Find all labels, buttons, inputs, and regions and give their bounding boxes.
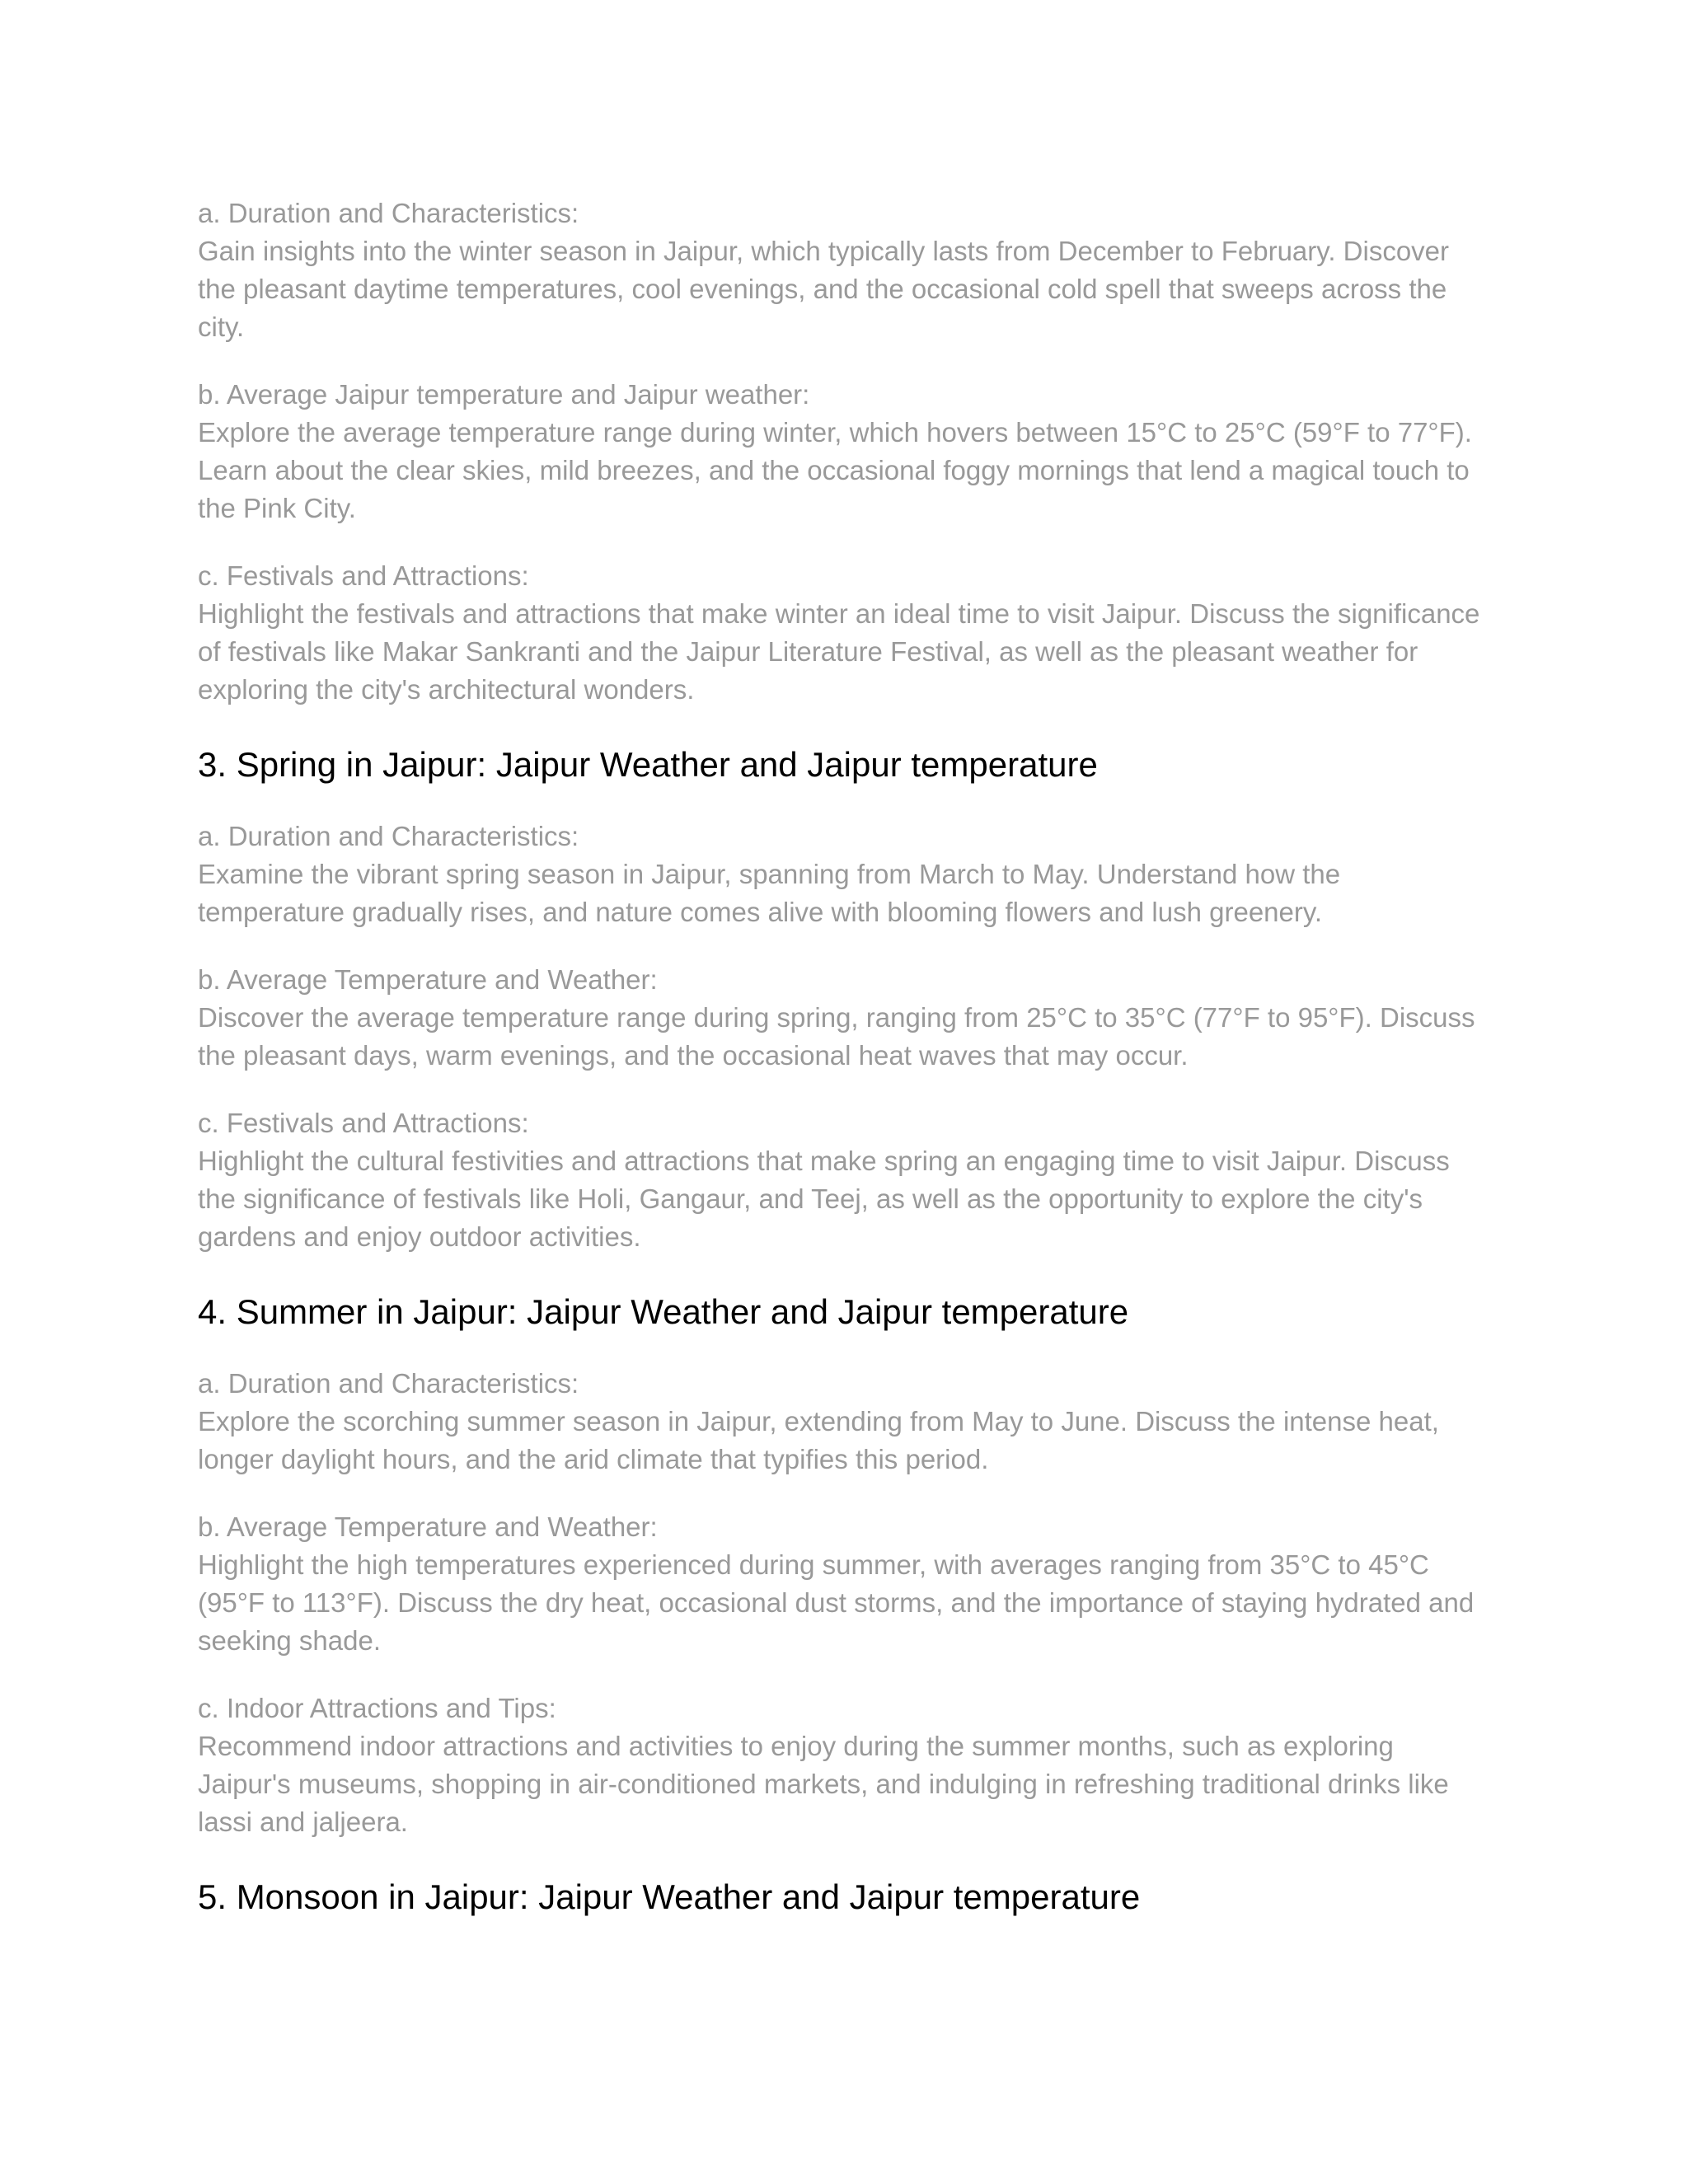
summer-section	[198, 1289, 1484, 1841]
winter-temperature-paragraph	[198, 376, 1484, 527]
spring-festivals-text: Highlight the cultural festivities and attractions that make spring an engaging time to visit Jaipur. Discuss the significance of festivals like Holi, Gangaur, and Teej, as well as the opportunity to explore the city's gardens and enjoy outdoor activities.	[198, 1146, 1450, 1252]
document-page	[198, 194, 1484, 1950]
winter-temperature-text: Explore the average temperature range during winter, which hovers between 15°C to 25°C (59°F to 77°F). Learn about the clear skies, mild breezes, and the occasional foggy mornings that lend a magical touch to the Pink City.	[198, 417, 1472, 523]
winter-festivals-paragraph	[198, 557, 1484, 709]
monsoon-section	[198, 1874, 1484, 1920]
summer-duration-paragraph	[198, 1365, 1484, 1479]
spring-duration-text: Examine the vibrant spring season in Jaipur, spanning from March to May. Understand how the temperature gradually rises, and nature comes alive with blooming flowers and lush greenery.	[198, 859, 1341, 927]
spring-duration-paragraph	[198, 818, 1484, 931]
winter-temperature-label: b. Average Jaipur temperature and Jaipur weather:	[198, 379, 810, 410]
summer-heading: 4. Summer in Jaipur: Jaipur Weather and Jaipur temperature	[198, 1292, 1129, 1331]
winter-festivals-text: Highlight the festivals and attractions that make winter an ideal time to visit Jaipur. Discuss the significance of festivals like Makar Sankranti and the Jaipur Literature Festival, as well as the pleasant weather for exploring the city's architectural wonders.	[198, 598, 1480, 705]
summer-duration-label: a. Duration and Characteristics:	[198, 1368, 579, 1399]
spring-temperature-label: b. Average Temperature and Weather:	[198, 964, 658, 995]
monsoon-heading: 5. Monsoon in Jaipur: Jaipur Weather and Jaipur temperature	[198, 1877, 1141, 1916]
spring-temperature-paragraph	[198, 961, 1484, 1075]
spring-heading: 3. Spring in Jaipur: Jaipur Weather and Jaipur temperature	[198, 745, 1098, 784]
summer-indoor-text: Recommend indoor attractions and activities to enjoy during the summer months, such as exploring Jaipur's museums, shopping in air-conditioned markets, and indulging in refreshing traditional drinks like lassi and jaljeera.	[198, 1731, 1449, 1837]
spring-section	[198, 742, 1484, 1256]
winter-duration-paragraph	[198, 194, 1484, 346]
winter-duration-text: Gain insights into the winter season in Jaipur, which typically lasts from December to February. Discover the pleasant daytime temperatures, cool evenings, and the occasional cold spell that sweeps across the city.	[198, 236, 1450, 342]
summer-temperature-text: Highlight the high temperatures experienced during summer, with averages ranging from 35°C to 45°C (95°F to 113°F). Discuss the dry heat, occasional dust storms, and the importance of staying hydrated and seeking shade.	[198, 1549, 1475, 1656]
spring-temperature-text: Discover the average temperature range during spring, ranging from 25°C to 35°C (77°F to 95°F). Discuss the pleasant days, warm evenings, and the occasional heat waves that may occur.	[198, 1002, 1475, 1071]
spring-duration-label: a. Duration and Characteristics:	[198, 821, 579, 851]
spring-festivals-paragraph	[198, 1104, 1484, 1256]
summer-duration-text: Explore the scorching summer season in Jaipur, extending from May to June. Discuss the intense heat, longer daylight hours, and the arid climate that typifies this period.	[198, 1406, 1439, 1474]
spring-festivals-label: c. Festivals and Attractions:	[198, 1108, 529, 1138]
summer-indoor-paragraph	[198, 1690, 1484, 1841]
summer-temperature-paragraph	[198, 1508, 1484, 1660]
summer-indoor-label: c. Indoor Attractions and Tips:	[198, 1693, 556, 1723]
winter-section	[198, 194, 1484, 709]
winter-duration-label: a. Duration and Characteristics:	[198, 198, 579, 228]
summer-temperature-label: b. Average Temperature and Weather:	[198, 1511, 658, 1542]
winter-festivals-label: c. Festivals and Attractions:	[198, 560, 529, 591]
